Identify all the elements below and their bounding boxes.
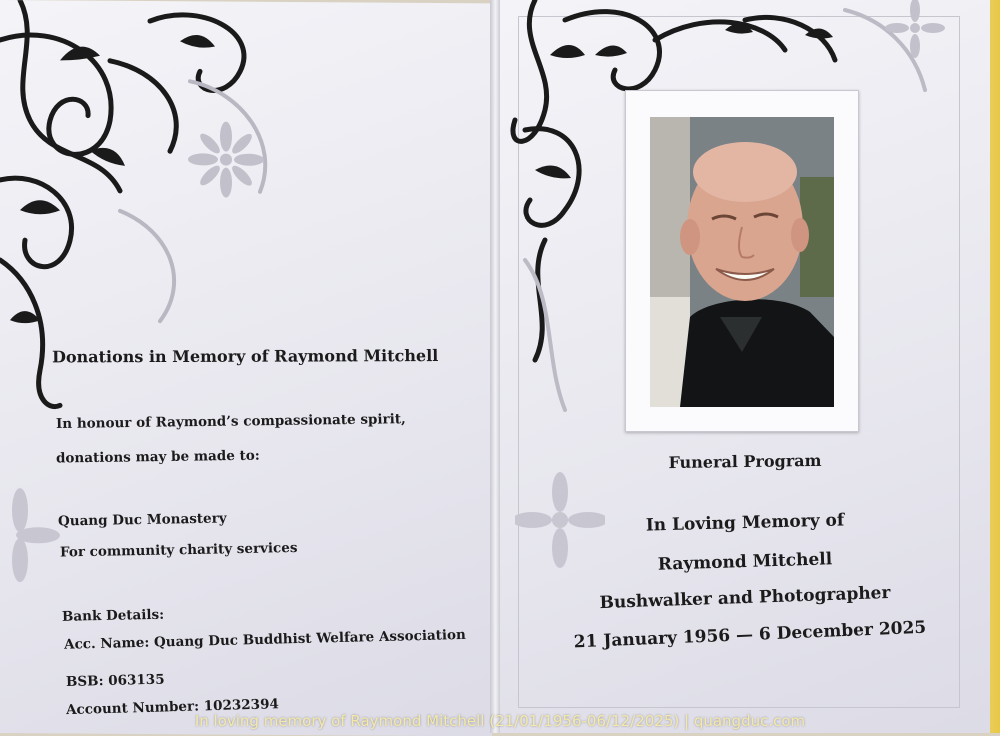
donations-heading: Donations in Memory of Raymond Mitchell	[51, 346, 439, 367]
bsb-number: BSB: 063135	[65, 671, 165, 691]
deceased-name: Raymond Mitchell	[657, 549, 833, 575]
left-page	[0, 0, 492, 736]
life-dates: 21 January 1956 — 6 December 2025	[573, 617, 927, 653]
portrait-photo	[650, 117, 834, 407]
portrait-illustration	[650, 117, 834, 407]
in-loving-memory-line: In Loving Memory of	[645, 510, 845, 536]
recipient-name: Quang Duc Monastery	[57, 510, 227, 530]
floral-ornament-right-lower	[515, 450, 605, 590]
deceased-description: Bushwalker and Photographer	[599, 582, 891, 614]
floral-ornament-left-lower	[0, 400, 60, 620]
account-name: Acc. Name: Quang Duc Buddhist Welfare Association	[63, 626, 467, 653]
donation-text-line: donations may be made to:	[55, 447, 260, 467]
account-number: Account Number: 10232394	[65, 696, 280, 719]
portrait-frame	[625, 90, 859, 432]
recipient-purpose: For community charity services	[59, 539, 298, 561]
donation-text-line: In honour of Raymond’s compassionate spirit,	[55, 411, 406, 433]
funeral-program-title: Funeral Program	[668, 450, 822, 473]
watermark-caption: In loving memory of Raymond Mitchell (21/01/1956-06/12/2025) | quangduc.com	[194, 712, 806, 730]
bank-details-label: Bank Details:	[61, 606, 165, 625]
